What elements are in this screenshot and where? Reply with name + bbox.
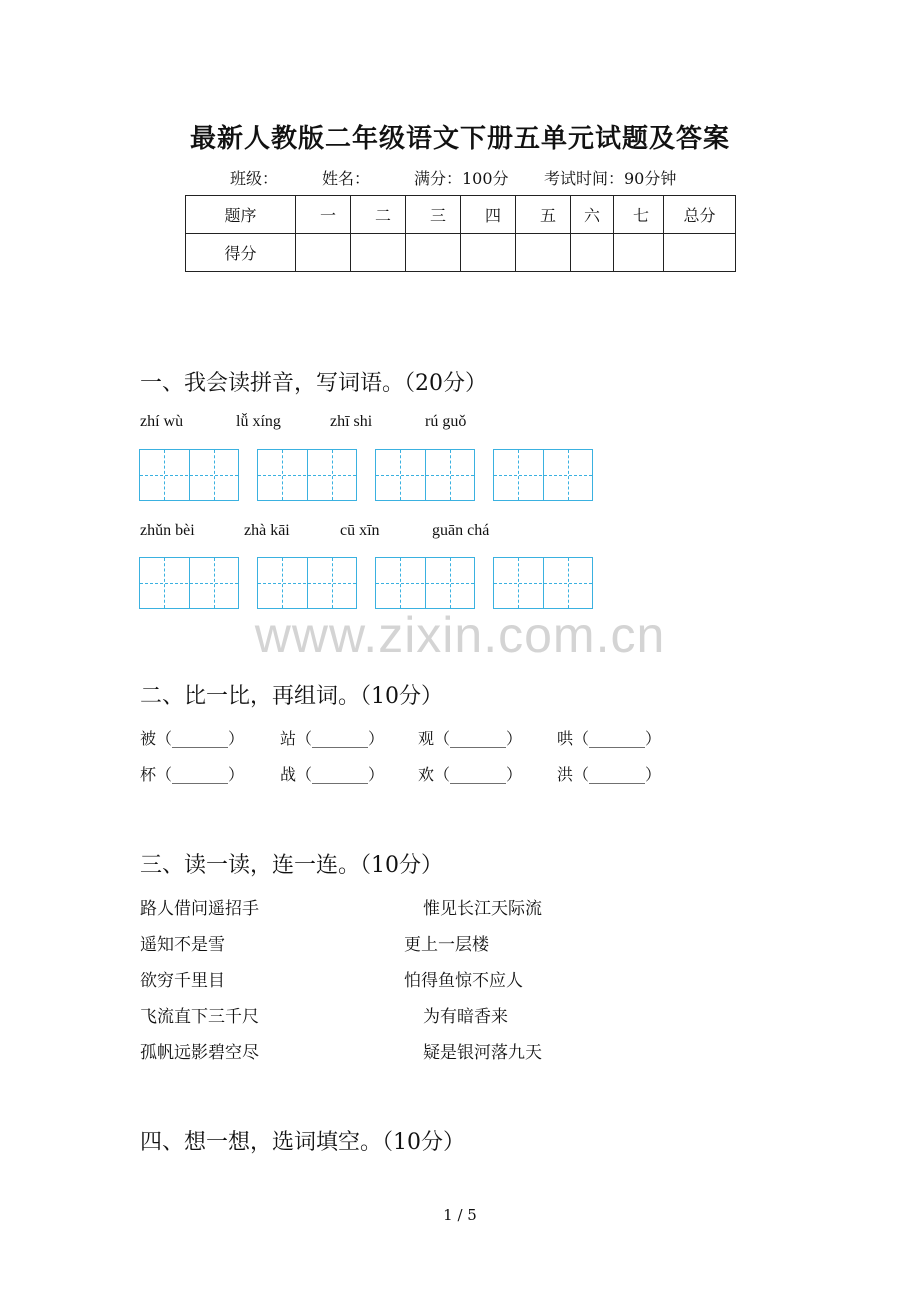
score-cell[interactable] (296, 234, 351, 272)
compare-word-item[interactable]: 被（_______） (140, 729, 245, 748)
pinyin-label: guān chá (432, 522, 490, 539)
header-cell: 总分 (664, 196, 736, 234)
score-table-row (186, 234, 736, 272)
poem-line-right[interactable]: 惟见长江天际流 (423, 899, 542, 919)
class-label: 班级： (230, 169, 279, 188)
poem-line-left[interactable]: 遥知不是雪 (140, 935, 225, 955)
score-table-header-row (186, 196, 736, 234)
poem-line-right[interactable]: 为有暗香来 (423, 1007, 508, 1027)
page-title: 最新人教版二年级语文下册五单元试题及答案 (189, 124, 730, 154)
compare-word-item[interactable]: 战（_______） (280, 765, 385, 784)
header-cell: 题序 (186, 196, 296, 234)
pinyin-label: zhà kāi (244, 522, 290, 539)
header-cell: 六 (571, 196, 614, 234)
header-cell: 二 (351, 196, 406, 234)
pinyin-label: lǚ xíng (236, 413, 281, 430)
score-cell[interactable] (664, 234, 736, 272)
poem-line-left[interactable]: 飞流直下三千尺 (140, 1007, 259, 1027)
header-cell: 四 (461, 196, 516, 234)
writing-grid[interactable] (493, 449, 593, 501)
poem-line-right[interactable]: 疑是银河落九天 (423, 1043, 542, 1063)
writing-grid[interactable] (375, 557, 475, 609)
writing-grid[interactable] (139, 449, 239, 501)
score-cell[interactable] (461, 234, 516, 272)
poem-line-left[interactable]: 孤帆远影碧空尽 (140, 1043, 259, 1063)
pinyin-label: zhī shi (330, 413, 373, 430)
poem-line-left[interactable]: 路人借问遥招手 (140, 899, 259, 919)
writing-grid[interactable] (493, 557, 593, 609)
compare-word-item[interactable]: 观（_______） (418, 729, 523, 748)
watermark: www.zixin.com.cn (254, 607, 666, 663)
score-cell[interactable] (614, 234, 664, 272)
writing-grid[interactable] (257, 449, 357, 501)
score-cell[interactable] (406, 234, 461, 272)
section-2-title: 二、比一比，再组词。（10分） (140, 684, 443, 709)
pinyin-label: zhǔn bèi (140, 522, 195, 539)
pinyin-label: cū xīn (340, 522, 380, 539)
compare-word-item[interactable]: 站（_______） (280, 729, 385, 748)
header-cell: 三 (406, 196, 461, 234)
poem-line-right[interactable]: 更上一层楼 (404, 935, 489, 955)
section-4-title: 四、想一想，选词填空。（10分） (140, 1130, 465, 1155)
compare-word-item[interactable]: 洪（_______） (557, 765, 662, 784)
writing-grid[interactable] (257, 557, 357, 609)
page-number: 1 / 5 (443, 1206, 477, 1224)
compare-word-item[interactable]: 欢（_______） (418, 765, 523, 784)
section-1-title: 一、我会读拼音，写词语。（20分） (140, 371, 487, 396)
score-cell[interactable] (571, 234, 614, 272)
row-label: 得分 (186, 234, 296, 272)
score-cell[interactable] (351, 234, 406, 272)
header-cell: 五 (516, 196, 571, 234)
score-cell[interactable] (516, 234, 571, 272)
score-table (185, 195, 736, 272)
header-cell: 一 (296, 196, 351, 234)
poem-line-right[interactable]: 怕得鱼惊不应人 (404, 971, 523, 991)
section-3-title: 三、读一读，连一连。（10分） (140, 853, 443, 878)
header-cell: 七 (614, 196, 664, 234)
pinyin-label: rú guǒ (425, 413, 467, 430)
name-label: 姓名： (322, 169, 371, 188)
writing-grid[interactable] (375, 449, 475, 501)
compare-word-item[interactable]: 哄（_______） (557, 729, 662, 748)
poem-line-left[interactable]: 欲穷千里目 (140, 971, 225, 991)
full-score: 满分：100分 (414, 169, 509, 188)
writing-grid[interactable] (139, 557, 239, 609)
pinyin-label: zhí wù (140, 413, 184, 430)
compare-word-item[interactable]: 杯（_______） (140, 765, 245, 784)
exam-time: 考试时间：90分钟 (544, 169, 677, 188)
